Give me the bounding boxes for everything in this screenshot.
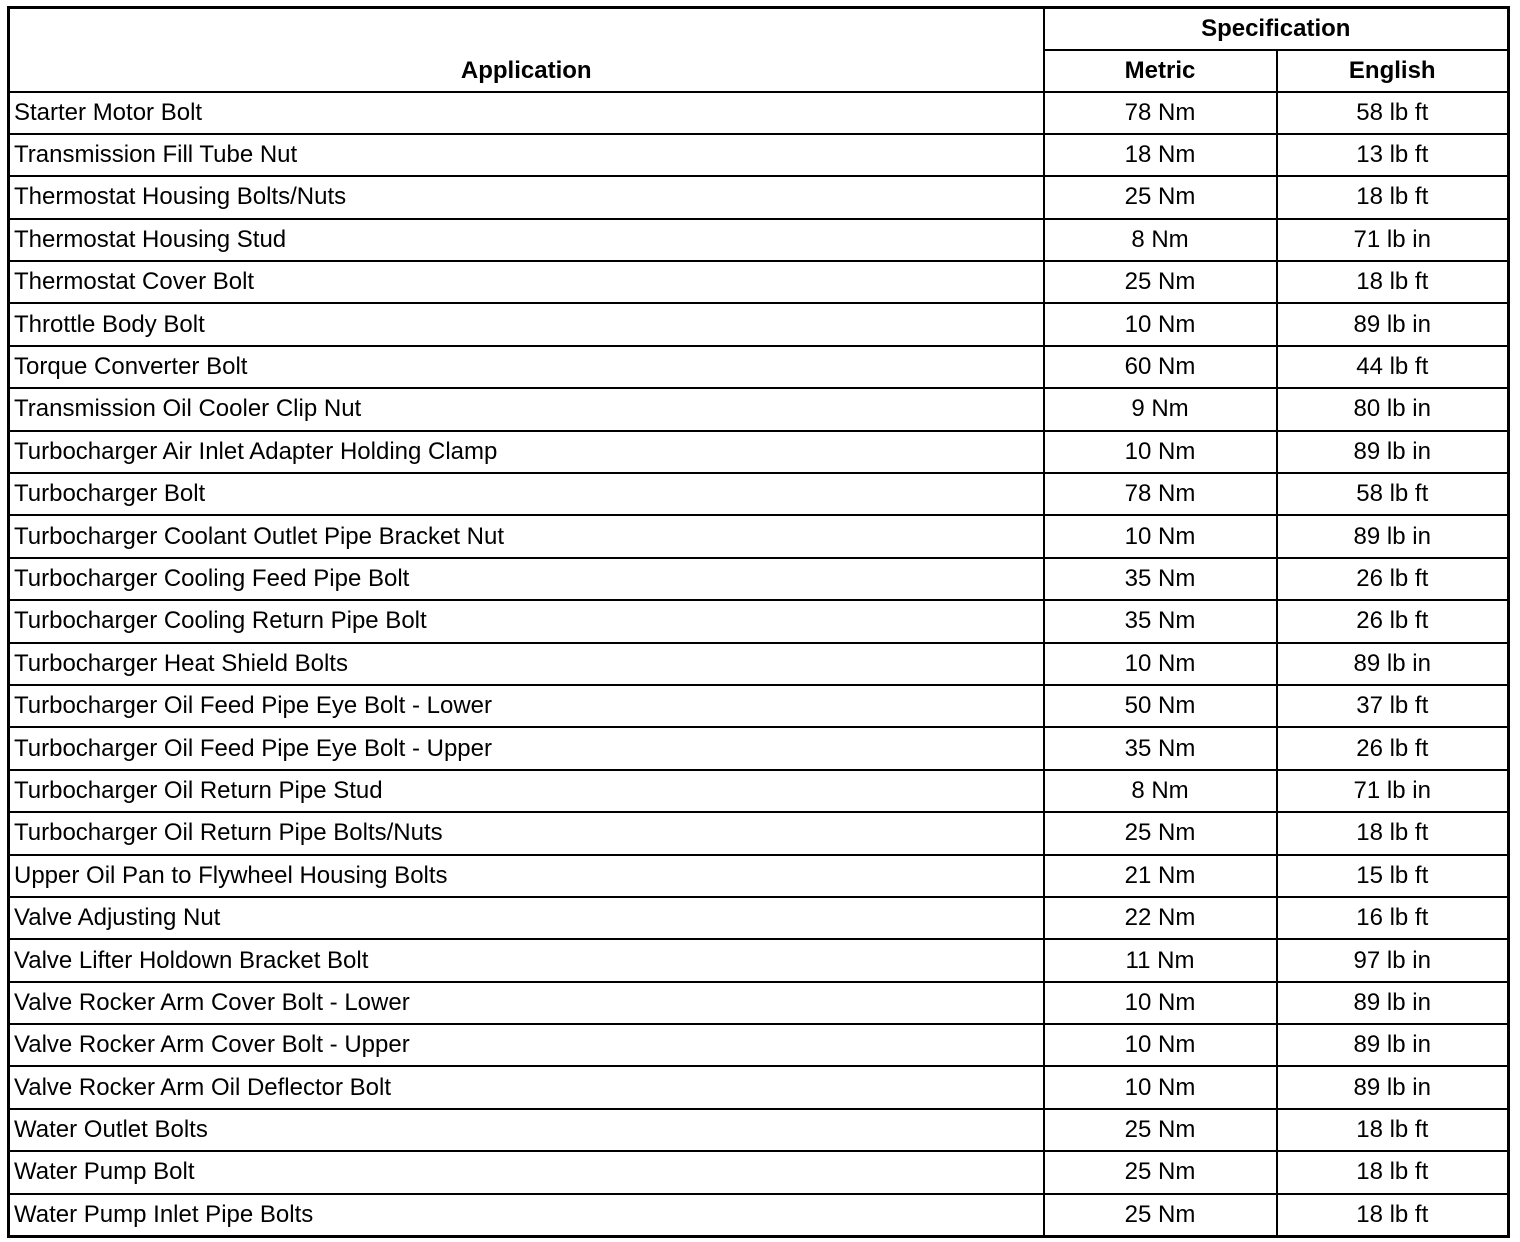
application-cell: Turbocharger Cooling Return Pipe Bolt xyxy=(9,600,1044,642)
english-value-cell: 89 lb in xyxy=(1277,643,1509,685)
english-value-cell: 58 lb ft xyxy=(1277,473,1509,515)
table-row xyxy=(9,600,1509,642)
table-row xyxy=(9,643,1509,685)
english-value-cell: 89 lb in xyxy=(1277,303,1509,345)
metric-value-cell: 10 Nm xyxy=(1044,1024,1277,1066)
application-cell: Thermostat Housing Bolts/Nuts xyxy=(9,176,1044,218)
table-row xyxy=(9,176,1509,218)
application-cell: Turbocharger Heat Shield Bolts xyxy=(9,643,1044,685)
table-row xyxy=(9,1194,1509,1236)
application-cell: Transmission Fill Tube Nut xyxy=(9,134,1044,176)
table-row xyxy=(9,92,1509,134)
table-row xyxy=(9,219,1509,261)
application-cell: Turbocharger Oil Return Pipe Stud xyxy=(9,770,1044,812)
metric-value-cell: 25 Nm xyxy=(1044,812,1277,854)
header-row-top xyxy=(9,8,1509,50)
metric-value-cell: 8 Nm xyxy=(1044,219,1277,261)
application-cell: Turbocharger Oil Return Pipe Bolts/Nuts xyxy=(9,812,1044,854)
english-value-cell: 18 lb ft xyxy=(1277,1109,1509,1151)
table-row xyxy=(9,558,1509,600)
application-cell: Thermostat Housing Stud xyxy=(9,219,1044,261)
english-value-cell: 26 lb ft xyxy=(1277,558,1509,600)
english-value-cell: 89 lb in xyxy=(1277,1066,1509,1108)
table-row xyxy=(9,303,1509,345)
english-value-cell: 13 lb ft xyxy=(1277,134,1509,176)
application-cell: Turbocharger Oil Feed Pipe Eye Bolt - Lower xyxy=(9,685,1044,727)
metric-value-cell: 25 Nm xyxy=(1044,1109,1277,1151)
english-value-cell: 89 lb in xyxy=(1277,1024,1509,1066)
english-value-cell: 89 lb in xyxy=(1277,431,1509,473)
english-value-cell: 18 lb ft xyxy=(1277,176,1509,218)
metric-value-cell: 50 Nm xyxy=(1044,685,1277,727)
english-value-cell: 18 lb ft xyxy=(1277,261,1509,303)
header-specification: Specification xyxy=(1044,8,1509,50)
application-cell: Thermostat Cover Bolt xyxy=(9,261,1044,303)
metric-value-cell: 10 Nm xyxy=(1044,1066,1277,1108)
english-value-cell: 18 lb ft xyxy=(1277,1151,1509,1193)
english-value-cell: 58 lb ft xyxy=(1277,92,1509,134)
header-english: English xyxy=(1277,50,1509,92)
table-body xyxy=(9,92,1509,1237)
table-row xyxy=(9,431,1509,473)
table-row xyxy=(9,1024,1509,1066)
english-value-cell: 80 lb in xyxy=(1277,388,1509,430)
application-cell: Starter Motor Bolt xyxy=(9,92,1044,134)
metric-value-cell: 25 Nm xyxy=(1044,1194,1277,1236)
application-cell: Upper Oil Pan to Flywheel Housing Bolts xyxy=(9,855,1044,897)
english-value-cell: 18 lb ft xyxy=(1277,812,1509,854)
table-row xyxy=(9,897,1509,939)
table-row xyxy=(9,388,1509,430)
metric-value-cell: 60 Nm xyxy=(1044,346,1277,388)
table-row xyxy=(9,1109,1509,1151)
metric-value-cell: 25 Nm xyxy=(1044,1151,1277,1193)
table-row xyxy=(9,770,1509,812)
table-row xyxy=(9,812,1509,854)
english-value-cell: 71 lb in xyxy=(1277,219,1509,261)
application-cell: Valve Rocker Arm Oil Deflector Bolt xyxy=(9,1066,1044,1108)
application-cell: Turbocharger Oil Feed Pipe Eye Bolt - Upper xyxy=(9,727,1044,769)
application-cell: Valve Rocker Arm Cover Bolt - Upper xyxy=(9,1024,1044,1066)
english-value-cell: 97 lb in xyxy=(1277,939,1509,981)
english-value-cell: 89 lb in xyxy=(1277,515,1509,557)
application-cell: Water Pump Bolt xyxy=(9,1151,1044,1193)
application-cell: Water Pump Inlet Pipe Bolts xyxy=(9,1194,1044,1236)
application-cell: Turbocharger Bolt xyxy=(9,473,1044,515)
metric-value-cell: 25 Nm xyxy=(1044,261,1277,303)
english-value-cell: 15 lb ft xyxy=(1277,855,1509,897)
metric-value-cell: 10 Nm xyxy=(1044,982,1277,1024)
english-value-cell: 89 lb in xyxy=(1277,982,1509,1024)
application-cell: Turbocharger Cooling Feed Pipe Bolt xyxy=(9,558,1044,600)
metric-value-cell: 10 Nm xyxy=(1044,431,1277,473)
table-row xyxy=(9,685,1509,727)
fastener-spec-table xyxy=(7,6,1510,1238)
table-header xyxy=(9,8,1509,92)
metric-value-cell: 10 Nm xyxy=(1044,643,1277,685)
application-cell: Throttle Body Bolt xyxy=(9,303,1044,345)
table-row xyxy=(9,473,1509,515)
table-row xyxy=(9,261,1509,303)
metric-value-cell: 21 Nm xyxy=(1044,855,1277,897)
application-cell: Valve Rocker Arm Cover Bolt - Lower xyxy=(9,982,1044,1024)
english-value-cell: 18 lb ft xyxy=(1277,1194,1509,1236)
metric-value-cell: 25 Nm xyxy=(1044,176,1277,218)
english-value-cell: 26 lb ft xyxy=(1277,600,1509,642)
metric-value-cell: 9 Nm xyxy=(1044,388,1277,430)
metric-value-cell: 35 Nm xyxy=(1044,600,1277,642)
metric-value-cell: 10 Nm xyxy=(1044,515,1277,557)
metric-value-cell: 10 Nm xyxy=(1044,303,1277,345)
table-row xyxy=(9,515,1509,557)
application-cell: Turbocharger Air Inlet Adapter Holding Clamp xyxy=(9,431,1044,473)
english-value-cell: 44 lb ft xyxy=(1277,346,1509,388)
table-row xyxy=(9,855,1509,897)
table-row xyxy=(9,346,1509,388)
table-row xyxy=(9,727,1509,769)
metric-value-cell: 11 Nm xyxy=(1044,939,1277,981)
application-cell: Transmission Oil Cooler Clip Nut xyxy=(9,388,1044,430)
table-row xyxy=(9,134,1509,176)
metric-value-cell: 22 Nm xyxy=(1044,897,1277,939)
table-row xyxy=(9,939,1509,981)
application-cell: Water Outlet Bolts xyxy=(9,1109,1044,1151)
english-value-cell: 37 lb ft xyxy=(1277,685,1509,727)
table-row xyxy=(9,1066,1509,1108)
metric-value-cell: 78 Nm xyxy=(1044,92,1277,134)
header-metric: Metric xyxy=(1044,50,1277,92)
header-application: Application xyxy=(9,8,1044,92)
application-cell: Valve Adjusting Nut xyxy=(9,897,1044,939)
metric-value-cell: 78 Nm xyxy=(1044,473,1277,515)
english-value-cell: 71 lb in xyxy=(1277,770,1509,812)
metric-value-cell: 18 Nm xyxy=(1044,134,1277,176)
application-cell: Torque Converter Bolt xyxy=(9,346,1044,388)
metric-value-cell: 35 Nm xyxy=(1044,727,1277,769)
application-cell: Valve Lifter Holdown Bracket Bolt xyxy=(9,939,1044,981)
english-value-cell: 26 lb ft xyxy=(1277,727,1509,769)
application-cell: Turbocharger Coolant Outlet Pipe Bracket Nut xyxy=(9,515,1044,557)
table-row xyxy=(9,1151,1509,1193)
metric-value-cell: 35 Nm xyxy=(1044,558,1277,600)
metric-value-cell: 8 Nm xyxy=(1044,770,1277,812)
english-value-cell: 16 lb ft xyxy=(1277,897,1509,939)
table-row xyxy=(9,982,1509,1024)
